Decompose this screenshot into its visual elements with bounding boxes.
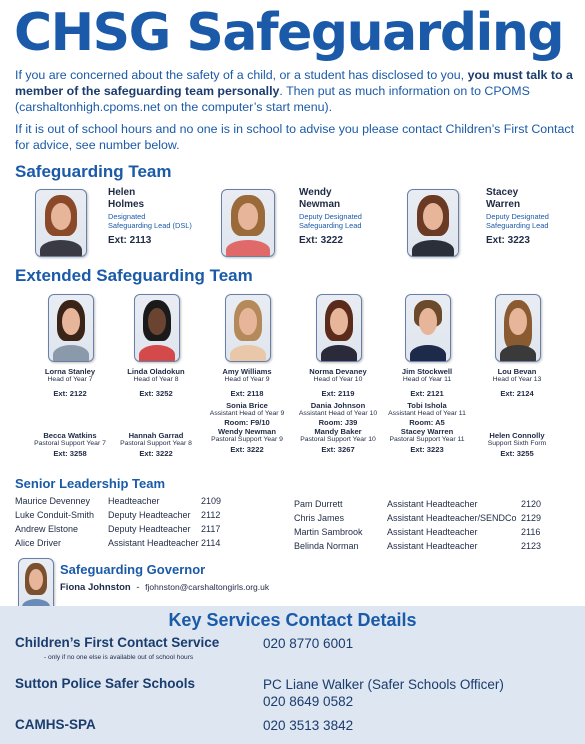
photo-face [419,308,437,334]
member-ext: Ext: 3267 [321,444,355,454]
intro-text-end: . Then put as much information on to CPOMS (carshaltonhigh.cpoms.net on the computer’s start menu). [15,84,530,114]
photo-body [412,240,454,257]
page-title: CHSG Safeguarding [14,3,564,63]
slt-ext: 2120 [521,499,542,509]
service-phone-first-contact[interactable]: 020 8770 6001 [263,636,354,651]
slt-ext: 2129 [521,513,542,523]
photo-face [148,308,166,334]
photo-amy-williams [225,294,271,362]
member-role: Head of Year 7 [47,376,93,383]
photo-helen-holmes [35,189,87,257]
member-ext: Ext: 3222 [230,444,264,454]
slt-role: Assistant Headteacher [387,527,478,537]
slt-role: Deputy Headteacher [108,510,191,520]
extended-member-sixth-form [467,431,567,458]
photo-body [321,345,358,362]
member-role: Head of Year 9 [224,376,270,383]
slt-name: Maurice Devenney [15,496,91,506]
intro-paragraph-2: If it is out of school hours and no one is in school to advise you please contact Children’s First Contact for advice, see number below. [15,122,575,152]
member-name: Lorna Stanley [44,367,96,376]
dsl-ext: Ext: 2113 [108,235,152,246]
photo-linda-oladokun [134,294,180,362]
member-role: Pastoral Support Year 10 [300,436,376,443]
slt-role: Headteacher [108,496,160,506]
photo-stacey-warren [407,189,459,257]
extended-member-pastoral-y7 [20,431,120,458]
member-name: Norma Devaney [309,367,367,376]
member-ext: Ext: 3258 [53,448,87,458]
assistant-room: Room: A5 [409,418,445,427]
photo-face [239,308,257,334]
member-role: Pastoral Support Year 11 [389,436,465,443]
photo-wendy-newman [221,189,275,257]
member-role: Pastoral Support Year 9 [211,436,283,443]
slt-name: Pam Durrett [294,499,343,509]
slt-right-roles [387,497,517,553]
extended-member-head-y9 [197,367,297,454]
member-name: Linda Oladokun [127,367,185,376]
photo-face [509,308,527,334]
deputy-2-ext: Ext: 3223 [486,235,530,246]
slt-role: Assistant Headteacher/SENDCo [387,513,517,523]
photo-body [410,345,447,362]
assistant-room: Room: F9/10 [224,418,270,427]
photo-body [139,345,176,362]
assistant-role: Assistant Head of Year 9 [209,409,285,417]
slt-name: Martin Sambrook [294,527,363,537]
photo-lorna-stanley [48,294,94,362]
member-role: Pastoral Support Year 7 [34,440,106,447]
dsl-role-line-2: Safeguarding Lead (DSL) [108,221,192,230]
extended-member-head-y11 [377,367,477,454]
governor-heading: Safeguarding Governor [60,562,206,577]
slt-role: Assistant Headteacher [387,499,478,509]
member-ext: Ext: 2122 [53,388,87,398]
governor-contact [60,582,269,593]
extended-team-heading: Extended Safeguarding Team [15,266,253,285]
slt-role: Assistant Headteacher [387,541,478,551]
slt-ext: 2123 [521,541,542,551]
member-ext: Ext: 3252 [139,388,173,398]
slt-right-exts [521,497,541,553]
photo-norma-devaney [316,294,362,362]
dsl-last-name: Holmes [108,199,145,210]
slt-name: Luke Conduit-Smith [15,510,95,520]
photo-body [226,240,270,257]
member-ext: Ext: 2124 [500,388,534,398]
photo-face [423,203,443,229]
photo-face [29,569,43,590]
slt-ext: 2116 [521,527,541,537]
assistant-name: Dania Johnson [310,400,366,410]
slt-ext: 2112 [201,510,221,520]
service-label-camhs: CAMHS-SPA [15,717,96,732]
deputy-2-role-line-2: Safeguarding Lead [486,221,549,230]
deputy-2-last-name: Warren [486,199,521,210]
photo-body [230,345,267,362]
slt-role: Deputy Headteacher [108,524,191,534]
deputy-2-role-line-1: Deputy Designated [486,212,549,221]
intro-emphasis: you must talk to a member of the safeguarding team personally [15,68,573,98]
assistant-room: Room: J39 [318,418,358,427]
member-role: Head of Year 13 [492,376,542,383]
member-ext: Ext: 3255 [500,448,534,458]
extended-member-head-y13 [467,367,567,398]
slt-name: Chris James [294,513,345,523]
member-name: Hannah Garrad [128,431,184,440]
slt-ext: 2117 [201,524,221,534]
dsl-first-name: Helen [108,187,136,198]
extended-member-pastoral-y8 [106,431,206,458]
photo-body [500,345,537,362]
governor-separator: - [136,582,140,593]
extended-member-head-y8 [106,367,206,398]
service-label-police: Sutton Police Safer Schools [15,676,196,691]
deputy-1-role-line-2: Safeguarding Lead [299,221,362,230]
slt-left-roles [108,494,199,550]
photo-body [53,345,90,362]
photo-face [330,308,348,334]
member-role: Head of Year 10 [313,376,363,383]
slt-heading: Senior Leadership Team [15,476,166,491]
member-role: Pastoral Support Year 8 [120,440,192,447]
dsl-role-line-1: Designated [108,212,146,221]
slt-ext: 2109 [201,496,222,506]
extended-member-head-y7 [20,367,120,398]
service-label-first-contact: Children’s First Contact Service [15,635,220,650]
member-role: Support Sixth Form [487,440,547,447]
member-role: Head of Year 8 [133,376,179,383]
service-officer-police: PC Liane Walker (Safer Schools Officer) [263,677,504,692]
deputy-1-ext: Ext: 3222 [299,235,343,246]
assistant-role: Assistant Head of Year 11 [388,409,466,417]
assistant-role: Assistant Head of Year 10 [298,409,378,417]
slt-left-exts [201,494,221,550]
photo-jim-stockwell [405,294,451,362]
photo-fiona-johnston [18,558,54,612]
member-name: Lou Bevan [497,367,537,376]
deputy-1-first-name: Wendy [299,187,332,198]
photo-face [51,203,71,229]
intro-text-start: If you are concerned about the safety of a child, or a student has disclosed to you, [15,68,465,82]
service-phone-police[interactable]: 020 8649 0582 [263,694,354,709]
member-ext: Ext: 2119 [321,388,355,398]
slt-role: Assistant Headteacher [108,538,199,548]
assistant-name: Sonia Brice [226,400,268,410]
deputy-1-last-name: Newman [299,199,341,210]
member-name: Mandy Baker [314,427,362,436]
governor-email[interactable]: fjohnston@carshaltongirls.org.uk [145,582,270,592]
member-ext: Ext: 2121 [410,388,444,398]
member-name: Becca Watkins [43,431,97,440]
member-name: Helen Connolly [489,431,545,440]
member-role: Head of Year 11 [402,376,452,383]
member-name: Amy Williams [222,367,272,376]
slt-right-names [294,497,363,553]
slt-left-names [15,494,94,550]
member-name: Jim Stockwell [401,367,453,376]
intro-paragraph-1 [15,67,575,115]
assistant-name: Tobi Ishola [407,400,447,410]
member-ext: Ext: 3222 [139,448,173,458]
photo-body [40,240,82,257]
deputy-2-first-name: Stacey [486,187,519,198]
deputy-1-role-line-1: Deputy Designated [299,212,362,221]
governor-name: Fiona Johnston [60,582,131,593]
service-phone-camhs[interactable]: 020 3513 3842 [263,718,354,733]
service-note-first-contact: - only if no one else is available out of school hours [44,654,194,661]
photo-lou-bevan [495,294,541,362]
member-ext: Ext: 2118 [230,388,264,398]
slt-name: Belinda Norman [294,541,359,551]
slt-name: Alice Driver [15,538,62,548]
key-services-heading: Key Services Contact Details [168,610,417,630]
member-name: Stacey Warren [400,427,454,436]
extended-member-head-y10 [288,367,388,454]
photo-face [238,203,259,229]
photo-face [62,308,80,334]
slt-ext: 2114 [201,538,221,548]
member-ext: Ext: 3223 [410,444,444,454]
safeguarding-team-heading: Safeguarding Team [15,162,172,181]
slt-name: Andrew Elstone [15,524,79,534]
member-name: Wendy Newman [217,427,277,436]
